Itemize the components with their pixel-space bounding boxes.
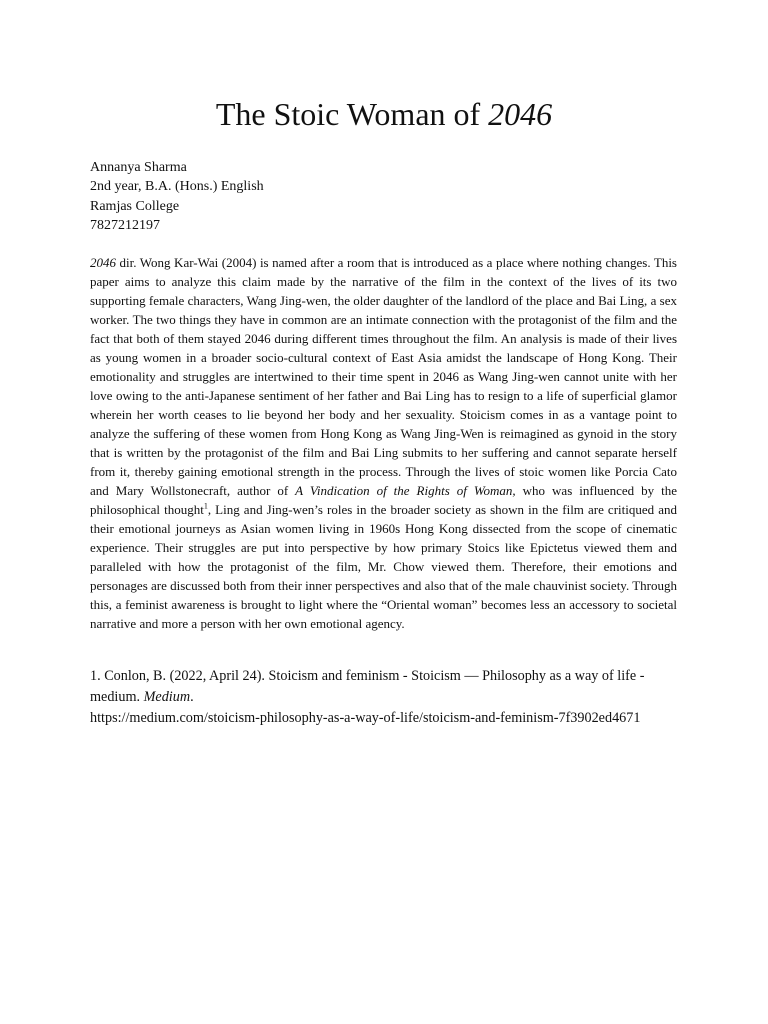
abstract-book-title: A Vindication of the Rights of Woman, [295, 483, 516, 498]
title-italic-text: 2046 [488, 96, 553, 132]
abstract-paragraph [90, 253, 677, 633]
footnote [90, 666, 680, 729]
abstract-lead-italic: 2046 [90, 255, 116, 270]
author-phone: 7827212197 [90, 217, 160, 233]
author-course: 2nd year, B.A. (Hons.) English [90, 179, 264, 195]
author-name: Annanya Sharma [90, 160, 187, 175]
document-title [0, 94, 768, 134]
footnote-source: Medium [143, 689, 191, 705]
abstract-part-3: , Ling and Jing-wen’s roles in the broader society as shown in the film are critiqued and their emotional journeys as Asian women living in 1960s Hong Kong dissected from the scope of cinematic experience. Their struggles are put into perspective by how primary Stoics like Epictetus viewed them and paralleled with how the protagonist of the film, Mr. Chow viewed them. Therefore, their emotions and personages are discussed both from their inner perspectives and also that of the male chauvinist society. Through this, a feminist awareness is brought to light where the “Oriental woman” becomes less an accessory to societal narrative and more a person with her own emotional agency. [90, 502, 677, 631]
author-info [90, 158, 264, 235]
footnote-source-period: . [190, 689, 194, 705]
abstract-part-1: dir. Wong Kar-Wai (2004) is named after a room that is introduced as a place where nothing changes. This paper aims to analyze this claim made by the narrative of the film in the context of the lives of its two supporting female characters, Wang Jing-wen, the older daughter of the landlord of the place and Bai Ling, a sex worker. The two things they have in common are an intimate connection with the protagonist of the film and the fact that both of them stayed 2046 during different times throughout the film. An analysis is made of their lives as young women in a broader socio-cultural context of East Asia amidst the landscape of Hong Kong. Their emotionality and struggles are intertwined to their time spent in 2046 as Wang Jing-wen cannot unite with her love owing to the anti-Japanese sentiment of her father and Bai Ling has to resign to a life of superficial glamor wherein her worth ceases to lie beyond her body and her sexuality. Stoicism comes in as a vantage point to analyze the suffering of these women from Hong Kong as Wang Jing-Wen is reimagined as gynoid in the story that is written by the protagonist of the film and Bai Ling submits to her suffering and cannot separate herself from it, thereby gaining emotional strength in the process. Through the lives of stoic women like Porcia Cato and Mary Wollstonecraft, author of [90, 255, 677, 498]
abstract-part-2: who was influenced by the philosophical thought [90, 483, 677, 517]
footnote-url: https://medium.com/stoicism-philosophy-as-a-way-of-life/stoicism-and-feminism-7f3902ed4671 [90, 710, 641, 726]
footnote-marker: 1 [203, 501, 208, 511]
title-main-text: The Stoic Woman of [215, 96, 489, 132]
footnote-text: 1. Conlon, B. (2022, April 24). Stoicism and feminism - Stoicism — Philosophy as a way of life - medium. [90, 668, 645, 705]
author-college: Ramjas College [90, 198, 180, 214]
